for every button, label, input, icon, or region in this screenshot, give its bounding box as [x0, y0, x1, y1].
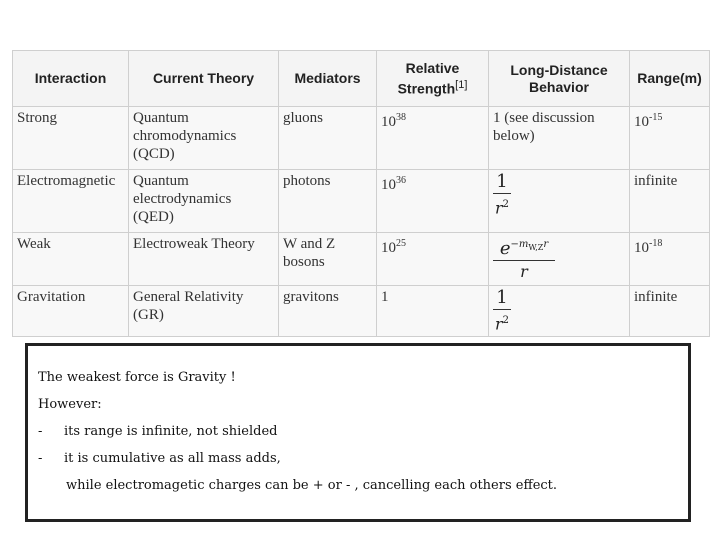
- cell-interaction: Electromagnetic: [13, 170, 129, 233]
- denominator-exponent: 2: [502, 199, 510, 211]
- exponent-subscript: W,Z: [528, 243, 544, 253]
- strength-base: 10: [381, 240, 396, 257]
- cell-behavior: [489, 233, 630, 285]
- cell-interaction: Weak: [13, 233, 129, 285]
- table-row-gravitation: [13, 285, 710, 336]
- fraction-bar: [493, 309, 511, 310]
- cell-theory: Quantum chromodynamics (QCD): [129, 107, 279, 170]
- cell-interaction: Gravitation: [13, 285, 129, 336]
- cell-theory: General Relativity (GR): [129, 285, 279, 336]
- cell-strength: 1: [377, 285, 489, 336]
- forces-table-container: [12, 50, 709, 337]
- formula-numerator: 1: [496, 171, 508, 193]
- denominator-r: r: [495, 313, 503, 333]
- header-mediators: Mediators: [279, 51, 377, 107]
- header-range: Range(m): [630, 51, 710, 107]
- reference-link-1[interactable]: [1]: [455, 78, 468, 91]
- cell-mediators: W and Z bosons: [279, 233, 377, 285]
- range-exponent: -15: [649, 112, 663, 124]
- cell-mediators: gravitons: [279, 285, 377, 336]
- cell-theory: Quantum electrodynamics (QED): [129, 170, 279, 233]
- cell-strength: [377, 107, 489, 170]
- numerator-exponent: [510, 239, 549, 253]
- cell-range: [630, 233, 710, 285]
- formula-denominator: [493, 195, 511, 218]
- cell-behavior: [489, 170, 630, 233]
- table-row-electromagnetic: [13, 170, 710, 233]
- cell-range: infinite: [630, 170, 710, 233]
- bullet-text: its range is infinite, not shielded: [64, 424, 278, 439]
- note-bullet-1: [38, 424, 278, 439]
- range-base: 10: [634, 240, 649, 257]
- cell-behavior: 1 (see discussion below): [489, 107, 630, 170]
- table-header-row: [13, 51, 710, 107]
- fundamental-forces-table: [12, 50, 710, 337]
- range-exponent: -18: [649, 238, 663, 250]
- denominator-exponent: 2: [502, 314, 510, 326]
- header-interaction: Interaction: [13, 51, 129, 107]
- header-current-theory: Current Theory: [129, 51, 279, 107]
- gravity-note-box: [25, 343, 691, 522]
- formula-numerator: [493, 235, 555, 259]
- numerator-e: e: [499, 238, 511, 260]
- strength-base: 10: [381, 114, 396, 131]
- cell-mediators: photons: [279, 170, 377, 233]
- cell-behavior: [489, 285, 630, 336]
- table-row-weak: [13, 233, 710, 285]
- cell-range: [630, 107, 710, 170]
- denominator-r: r: [495, 198, 503, 218]
- formula-denominator: [493, 311, 511, 334]
- formula-denominator: r: [520, 262, 528, 282]
- strength-exponent: 38: [396, 112, 406, 124]
- bullet-dash: -: [38, 451, 43, 466]
- inverse-square-formula: [493, 288, 511, 334]
- fraction-bar: [493, 260, 555, 261]
- range-base: 10: [634, 114, 649, 131]
- inverse-square-formula: [493, 172, 511, 218]
- cell-strength: [377, 170, 489, 233]
- formula-numerator: 1: [496, 286, 508, 308]
- strength-exponent: 36: [396, 175, 406, 187]
- note-bullet-2: [38, 451, 281, 466]
- header-relative-strength: [377, 51, 489, 107]
- strength-base: 10: [381, 177, 396, 194]
- yukawa-formula: [493, 235, 555, 282]
- cell-mediators: gluons: [279, 107, 377, 170]
- strength-exponent: 25: [396, 238, 406, 250]
- fraction-bar: [493, 193, 511, 194]
- exponent-r: r: [543, 239, 549, 251]
- header-long-distance-behavior: Long-Distance Behavior: [489, 51, 630, 107]
- cell-strength: [377, 233, 489, 285]
- cell-range: infinite: [630, 285, 710, 336]
- table-row-strong: [13, 107, 710, 170]
- header-relative-strength-label: Relative Strength: [397, 59, 460, 97]
- bullet-dash: -: [38, 424, 43, 439]
- note-continuation: while electromagetic charges can be + or - , cancelling each others effect.: [66, 478, 558, 493]
- cell-interaction: Strong: [13, 107, 129, 170]
- bullet-text: it is cumulative as all mass adds,: [64, 451, 281, 466]
- note-title: The weakest force is Gravity !: [38, 370, 236, 385]
- cell-theory: Electroweak Theory: [129, 233, 279, 285]
- note-however: However:: [38, 397, 102, 412]
- exponent-m: −m: [510, 239, 529, 251]
